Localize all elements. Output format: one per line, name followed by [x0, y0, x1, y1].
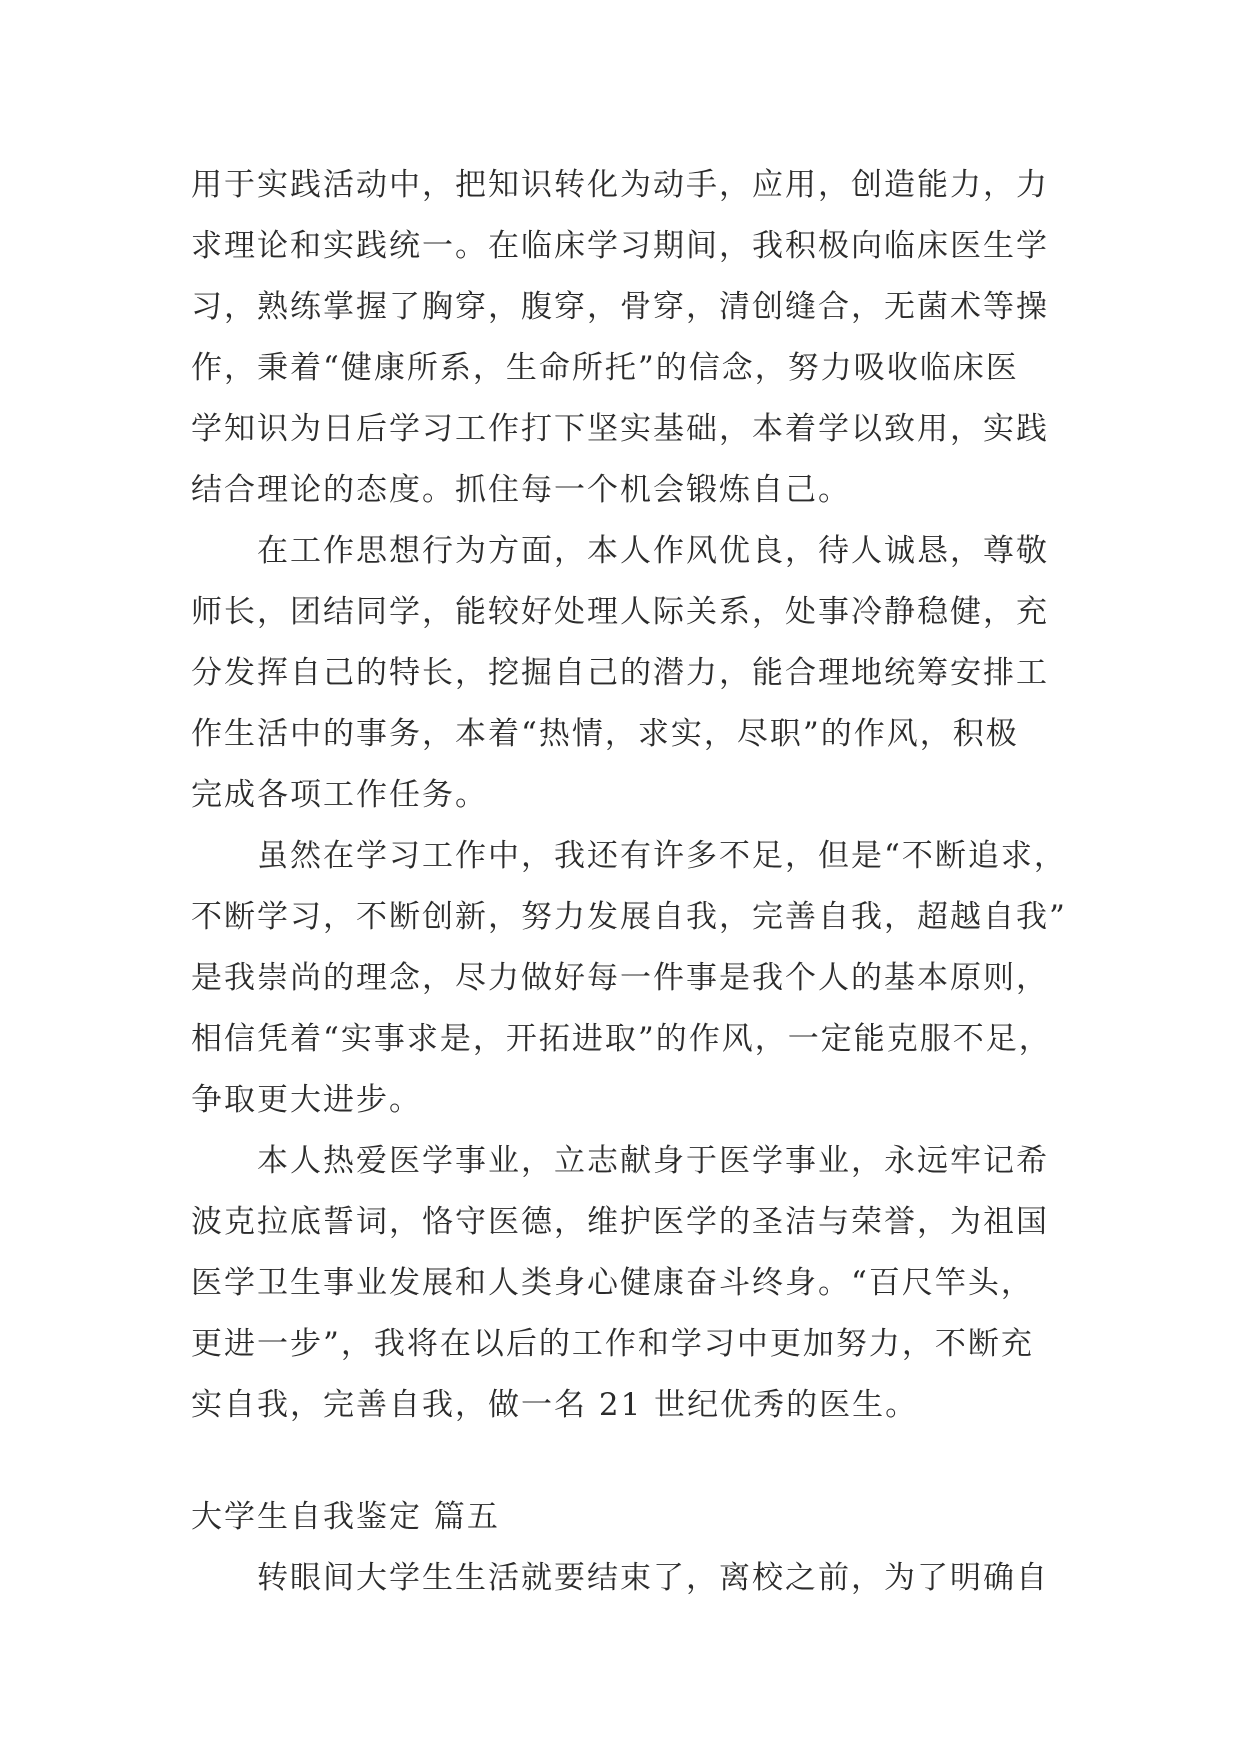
paragraph-line: 学知识为日后学习工作打下坚实基础，本着学以致用，实践: [191, 411, 1049, 447]
paragraph-line: 不断学习，不断创新，努力发展自我，完善自我，超越自我”: [191, 899, 1067, 935]
paragraph-line: 虽然在学习工作中，我还有许多不足，但是“不断追求，: [257, 838, 1067, 874]
paragraph-line: 实自我，完善自我，做一名 21 世纪优秀的医生。: [191, 1387, 919, 1423]
paragraph-1: [191, 155, 1071, 521]
paragraph-line: 转眼间大学生生活就要结束了，离校之前，为了明确自: [257, 1560, 1049, 1596]
paragraph-line: 完成各项工作任务。: [191, 777, 488, 813]
section-heading: 大学生自我鉴定 篇五: [191, 1499, 500, 1535]
paragraph-line: 作，秉着“健康所系，生命所托”的信念，努力吸收临床医: [191, 350, 1019, 386]
paragraph-line: 更进一步”，我将在以后的工作和学习中更加努力，不断充: [191, 1326, 1034, 1362]
paragraph-line: 是我崇尚的理念，尽力做好每一件事是我个人的基本原则，: [191, 960, 1049, 996]
paragraph-line: 求理论和实践统一。在临床学习期间，我积极向临床医生学: [191, 228, 1049, 264]
paragraph-line: 作生活中的事务，本着“热情，求实，尽职”的作风，积极: [191, 716, 1019, 752]
paragraph-3: [191, 826, 1071, 1131]
paragraph-line: 争取更大进步。: [191, 1082, 422, 1118]
paragraph-line: 师长，团结同学，能较好处理人际关系，处事冷静稳健，充: [191, 594, 1049, 630]
paragraph-line: 用于实践活动中，把知识转化为动手，应用，创造能力，力: [191, 167, 1049, 203]
paragraph-line: 结合理论的态度。抓住每一个机会锻炼自己。: [191, 472, 851, 508]
paragraph-5: [191, 1548, 1071, 1609]
paragraph-line: 相信凭着“实事求是，开拓进取”的作风，一定能克服不足，: [191, 1021, 1052, 1057]
paragraph-2: [191, 521, 1071, 826]
paragraph-line: 波克拉底誓词，恪守医德，维护医学的圣洁与荣誉，为祖国: [191, 1204, 1049, 1240]
document-body: [191, 155, 1071, 1609]
paragraph-line: 分发挥自己的特长，挖掘自己的潜力，能合理地统筹安排工: [191, 655, 1049, 691]
paragraph-line: 医学卫生事业发展和人类身心健康奋斗终身。“百尺竿头，: [191, 1265, 1034, 1301]
paragraph-line: 本人热爱医学事业，立志献身于医学事业，永远牢记希: [257, 1143, 1049, 1179]
paragraph-4: [191, 1131, 1071, 1436]
paragraph-line: 习，熟练掌握了胸穿，腹穿，骨穿，清创缝合，无菌术等操: [191, 289, 1049, 325]
paragraph-line: 在工作思想行为方面，本人作风优良，待人诚恳，尊敬: [257, 533, 1049, 569]
